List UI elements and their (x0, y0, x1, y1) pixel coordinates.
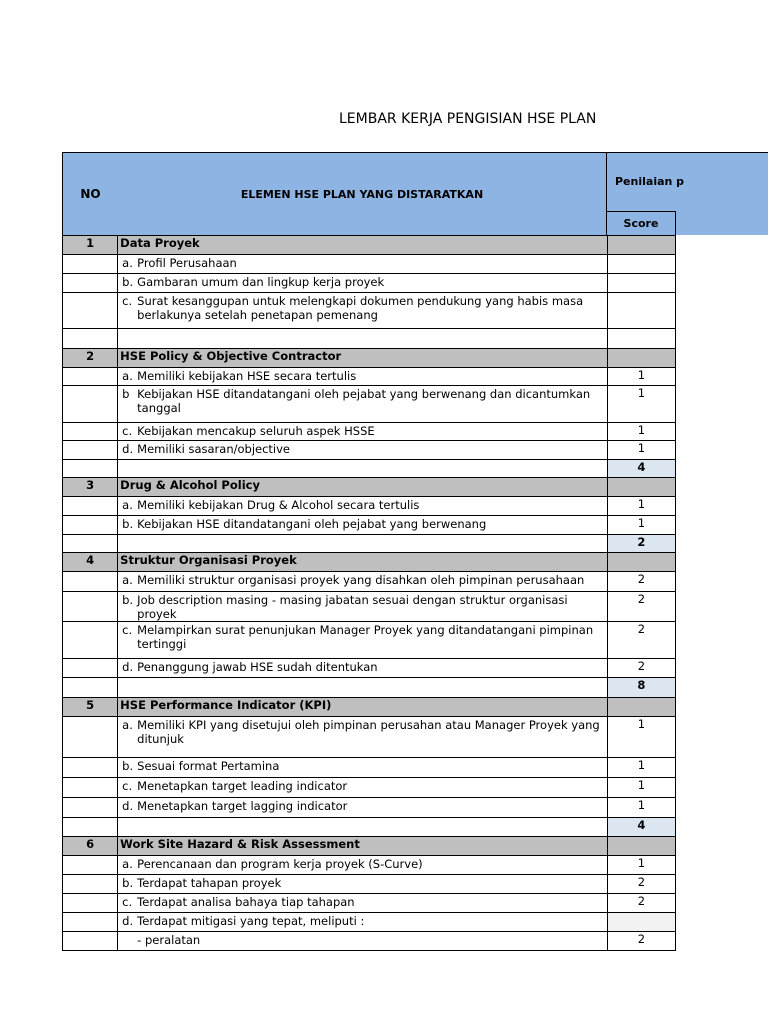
item-text-cell (118, 441, 608, 460)
section-score-cell (607, 553, 675, 572)
item-letter: b. (122, 593, 134, 607)
item-text: Penanggung jawab HSE sudah ditentukan (137, 660, 378, 674)
section-title: Work Site Hazard & Risk Assessment (118, 837, 608, 856)
item-letter: b. (122, 517, 134, 531)
item-row (63, 423, 676, 441)
item-row (63, 497, 676, 516)
item-score: 1 (607, 798, 675, 818)
item-content (120, 441, 605, 456)
item-content (120, 894, 605, 909)
item-score: 1 (607, 423, 675, 441)
total-number-cell (63, 460, 118, 478)
item-content (120, 622, 605, 651)
item-letter: b. (122, 275, 134, 289)
item-row (63, 572, 676, 592)
item-content (120, 659, 605, 674)
item-score (607, 293, 675, 329)
item-row (63, 622, 676, 659)
total-row (63, 329, 676, 349)
item-row (63, 856, 676, 875)
total-row (63, 460, 676, 478)
total-text-cell (118, 460, 608, 478)
item-number-cell (63, 758, 118, 778)
item-text: Kebijakan HSE ditandatangani oleh pejabat yang berwenang (137, 517, 487, 531)
item-letter: b. (122, 759, 134, 773)
item-content (120, 516, 605, 531)
item-text: Job description masing - masing jabatan sesuai dengan struktur organisasi proyek (137, 593, 568, 621)
section-row (63, 236, 676, 255)
total-row (63, 678, 676, 698)
item-score: 1 (607, 856, 675, 875)
item-row (63, 894, 676, 913)
item-text: Sesuai format Pertamina (137, 759, 280, 773)
item-letter: d. (122, 442, 134, 456)
item-row (63, 913, 676, 932)
item-text: Profil Perusahaan (137, 256, 237, 270)
item-letter: b. (122, 876, 134, 890)
item-text: Terdapat tahapan proyek (137, 876, 282, 890)
item-text-cell (118, 875, 608, 894)
item-content (120, 913, 605, 928)
item-content (120, 875, 605, 890)
item-text-cell (118, 497, 608, 516)
section-total-score: 2 (607, 535, 675, 553)
item-number-cell (63, 622, 118, 659)
item-content (120, 293, 605, 322)
item-letter: c. (122, 623, 133, 637)
item-number-cell (63, 516, 118, 535)
item-number-cell (63, 274, 118, 293)
item-number-cell (63, 572, 118, 592)
total-number-cell (63, 535, 118, 553)
section-row (63, 698, 676, 717)
item-score: 2 (607, 875, 675, 894)
item-text: Terdapat analisa bahaya tiap tahapan (137, 895, 355, 909)
header-elemen: ELEMEN HSE PLAN YANG DISTARATKAN (118, 152, 607, 236)
item-row (63, 717, 676, 758)
item-score: 1 (607, 717, 675, 758)
header-penilaian: Penilaian p (607, 152, 768, 211)
total-text-cell (118, 329, 608, 349)
item-text: - peralatan (137, 933, 201, 947)
item-score: 1 (607, 516, 675, 535)
item-text-cell (118, 368, 608, 386)
document-title: LEMBAR KERJA PENGISIAN HSE PLAN (339, 111, 597, 127)
item-number-cell (63, 659, 118, 678)
section-score-cell (607, 837, 675, 856)
item-text: Gambaran umum dan lingkup kerja proyek (137, 275, 385, 289)
section-row (63, 478, 676, 497)
item-letter: c. (122, 895, 133, 909)
item-letter: d. (122, 660, 134, 674)
item-row (63, 368, 676, 386)
item-text: Surat kesanggupan untuk melengkapi dokumen pendukung yang habis masa berlakunya setelah penetapan pemenang (137, 294, 584, 322)
item-score: 2 (607, 894, 675, 913)
item-text-cell (118, 856, 608, 875)
total-text-cell (118, 535, 608, 553)
section-total-score: 8 (607, 678, 675, 698)
item-number-cell (63, 798, 118, 818)
item-number-cell (63, 913, 118, 932)
item-row (63, 798, 676, 818)
item-row (63, 659, 676, 678)
item-score: 1 (607, 778, 675, 798)
section-title: Drug & Alcohol Policy (118, 478, 608, 497)
section-total-score (607, 329, 675, 349)
item-number-cell (63, 856, 118, 875)
item-content (120, 368, 605, 383)
item-score: 1 (607, 441, 675, 460)
item-score: 2 (607, 932, 675, 951)
item-letter: a. (122, 369, 133, 383)
item-number-cell (63, 592, 118, 622)
item-letter: a. (122, 857, 133, 871)
total-number-cell (63, 329, 118, 349)
item-text-cell (118, 274, 608, 293)
item-row (63, 255, 676, 274)
section-row (63, 837, 676, 856)
item-content (120, 255, 605, 270)
item-score: 1 (607, 497, 675, 516)
item-letter: d. (122, 799, 134, 813)
total-row (63, 818, 676, 837)
section-number: 2 (63, 349, 118, 368)
item-content (120, 778, 605, 793)
item-number-cell (63, 441, 118, 460)
item-score (607, 913, 675, 932)
total-row (63, 535, 676, 553)
header-no: NO (62, 152, 119, 236)
item-content (120, 758, 605, 773)
item-text-cell (118, 516, 608, 535)
section-total-score: 4 (607, 818, 675, 837)
table-header (62, 152, 768, 236)
section-row (63, 553, 676, 572)
section-title: HSE Policy & Objective Contractor (118, 349, 608, 368)
item-text-cell (118, 386, 608, 423)
item-text-cell (118, 622, 608, 659)
item-score: 2 (607, 622, 675, 659)
item-text: Memiliki kebijakan Drug & Alcohol secara tertulis (137, 498, 420, 512)
section-number: 4 (63, 553, 118, 572)
item-text: Kebijakan HSE ditandatangani oleh pejabat yang berwenang dan dicantumkan tanggal (137, 387, 591, 415)
item-number-cell (63, 717, 118, 758)
item-text: Melampirkan surat penunjukan Manager Proyek yang ditandatangani pimpinan tertinggi (137, 623, 594, 651)
item-text: Memiliki sasaran/objective (137, 442, 290, 456)
section-score-cell (607, 236, 675, 255)
item-row (63, 875, 676, 894)
item-letter: c. (122, 294, 133, 308)
item-text: Kebijakan mencakup seluruh aspek HSSE (137, 424, 375, 438)
total-text-cell (118, 678, 608, 698)
item-score: 2 (607, 659, 675, 678)
section-title: Struktur Organisasi Proyek (118, 553, 608, 572)
section-score-cell (607, 349, 675, 368)
item-number-cell (63, 497, 118, 516)
item-content (120, 572, 605, 587)
item-text: Terdapat mitigasi yang tepat, meliputi : (137, 914, 365, 928)
item-row (63, 758, 676, 778)
item-row (63, 516, 676, 535)
item-row (63, 293, 676, 329)
item-text-cell (118, 798, 608, 818)
item-text: Memiliki KPI yang disetujui oleh pimpinan perusahan atau Manager Proyek yang ditunjuk (137, 718, 600, 746)
item-score: 1 (607, 386, 675, 423)
item-letter: a. (122, 573, 133, 587)
item-row (63, 932, 676, 951)
section-title: Data Proyek (118, 236, 608, 255)
section-row (63, 349, 676, 368)
item-letter: a. (122, 718, 133, 732)
section-number: 1 (63, 236, 118, 255)
item-row (63, 386, 676, 423)
item-row (63, 274, 676, 293)
item-letter: a. (122, 498, 133, 512)
item-text-cell (118, 293, 608, 329)
total-number-cell (63, 818, 118, 837)
item-text-cell (118, 659, 608, 678)
item-score (607, 255, 675, 274)
header-score: Score (607, 211, 676, 236)
item-letter (120, 933, 137, 947)
item-letter: d. (122, 914, 134, 928)
item-text-cell (118, 717, 608, 758)
item-score: 2 (607, 592, 675, 622)
item-row (63, 441, 676, 460)
item-text-cell (118, 913, 608, 932)
item-number-cell (63, 293, 118, 329)
item-text: Memiliki struktur organisasi proyek yang disahkan oleh pimpinan perusahaan (137, 573, 585, 587)
item-text-cell (118, 758, 608, 778)
item-row (63, 778, 676, 798)
item-text-cell (118, 572, 608, 592)
item-score: 1 (607, 758, 675, 778)
item-content (120, 274, 605, 289)
item-letter: c. (122, 424, 133, 438)
hse-plan-table (62, 235, 676, 951)
item-content (120, 386, 605, 415)
total-number-cell (63, 678, 118, 698)
item-content (120, 717, 605, 746)
item-text: Memiliki kebijakan HSE secara tertulis (137, 369, 357, 383)
section-score-cell (607, 698, 675, 717)
item-text-cell (118, 423, 608, 441)
section-title: HSE Performance Indicator (KPI) (118, 698, 608, 717)
item-content (120, 423, 605, 438)
item-number-cell (63, 368, 118, 386)
header-extension (676, 211, 768, 235)
item-number-cell (63, 778, 118, 798)
section-score-cell (607, 478, 675, 497)
item-number-cell (63, 423, 118, 441)
item-text-cell (118, 932, 608, 951)
section-total-score: 4 (607, 460, 675, 478)
item-text-cell (118, 592, 608, 622)
item-row (63, 592, 676, 622)
total-text-cell (118, 818, 608, 837)
item-number-cell (63, 932, 118, 951)
item-text: Perencanaan dan program kerja proyek (S-Curve) (137, 857, 423, 871)
item-number-cell (63, 894, 118, 913)
section-number: 6 (63, 837, 118, 856)
item-letter: b (122, 387, 130, 401)
item-number-cell (63, 386, 118, 423)
item-letter: c. (122, 779, 133, 793)
item-letter: a. (122, 256, 133, 270)
item-score: 2 (607, 572, 675, 592)
item-content (120, 932, 605, 947)
item-content (120, 856, 605, 871)
section-number: 5 (63, 698, 118, 717)
item-number-cell (63, 255, 118, 274)
section-number: 3 (63, 478, 118, 497)
item-text: Menetapkan target leading indicator (137, 779, 348, 793)
item-text: Menetapkan target lagging indicator (137, 799, 348, 813)
item-content (120, 592, 605, 621)
item-text-cell (118, 255, 608, 274)
item-content (120, 798, 605, 813)
item-content (120, 497, 605, 512)
item-text-cell (118, 894, 608, 913)
item-number-cell (63, 875, 118, 894)
item-score: 1 (607, 368, 675, 386)
item-text-cell (118, 778, 608, 798)
item-score (607, 274, 675, 293)
